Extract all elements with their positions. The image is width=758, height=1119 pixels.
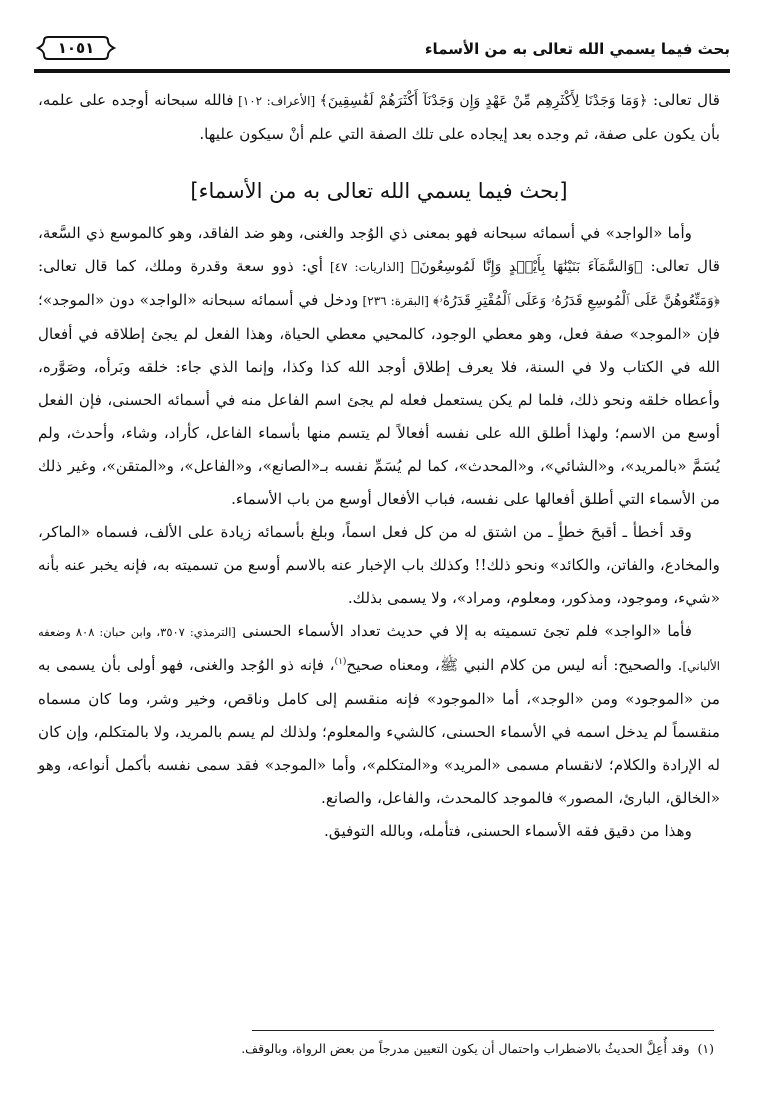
paragraph-5: وهذا من دقيق فقه الأسماء الحسنى، فتأمله، وبالله التوفيق.	[324, 822, 692, 840]
page-number: ١٠٥١	[57, 39, 95, 57]
paragraph-2	[38, 217, 720, 516]
main-text	[38, 84, 720, 848]
text-run: ودخل في أسمائه سبحانه «الواجد» دون «الموجد»؛ فإن «الموجد» صفة فعل، وهو معطي الوجود، كالمحيي معطي الحياة، وهذا الفعل لم يجئ إطلاقه في أفعال الله في الكتاب ولا في السنة، فلا يعرف إطلاق أوجد الله كذا وكذا، وإنما الذي جاء: خلقه وبَرأه، وصَوَّره، وأعطاه خلقه ونحو ذلك، فلما لم يكن يستعمل فعله لم يجئ اسم الفاعل منه في أسمائه الحسنى، فإن الفعل أوسع من الاسم؛ ولهذا أطلق الله على نفسه أفعالاً لم يتسم منها بأسماء الفاعل، كأراد، وشاء، وأحدث، ولم يُسَمَّ «بالمريد»، و«الشائي»، و«المحدث»، كما لم يُسَمِّ نفسه بـ«الصانع»، و«الفاعل»، و«المتقن»، وغير ذلك من الأسماء التي أطلق أفعالها على نفسه، فباب الأفعال أوسع من باب الأسماء.	[38, 291, 720, 508]
header-divider	[34, 69, 730, 73]
footnotes	[38, 1038, 714, 1060]
verse-reference: [الأعراف: ١٠٢]	[233, 94, 320, 108]
paragraph-4	[38, 615, 720, 815]
footnote-text: وقد أُعِلَّ الحديثُ بالاضطراب واحتمال أن يكون التعيين مدرجاً من بعض الرواة، وبالوقف.	[241, 1041, 690, 1056]
quran-verse: ﴿وَالسَّمَآءَ بَنَيْنَٰهَا بِأَيْي۟دٍ وَإِنَّا لَمُوسِعُونَ﴾	[410, 259, 643, 275]
paragraph-1	[38, 84, 720, 151]
verse-reference: [البقرة: ٢٣٦]	[358, 294, 434, 308]
text-run: . والصحيح: أنه ليس من كلام النبي ﷺ، ومعناه صحيح	[346, 656, 683, 674]
running-title: بحث فيما يسمي الله تعالى به من الأسماء	[424, 40, 730, 58]
running-header	[34, 36, 730, 66]
text-run: فأما «الواجد» فلم تجئ تسميته به إلا في حديث تعداد الأسماء الحسنى	[235, 622, 692, 640]
footnote-item	[38, 1038, 714, 1060]
page-number-frame	[34, 36, 118, 60]
hadith-citation: [الترمذي: ٣٥٠٧، وابن حبان: ٨٠٨ وضعفه الألباني]	[38, 625, 720, 673]
text-run: أي: ذوو سعة وقدرة وملك، كما قال تعالى:	[38, 257, 323, 275]
footnote-divider	[252, 1030, 714, 1031]
text-run: قال تعالى:	[647, 91, 721, 109]
text-run: وأما «الواجد» في أسمائه سبحانه فهو بمعنى ذي الوُجد والغنى، وهو ضد الفاقد، وهو كالموسع ذي السَّعة، قال تعالى:	[38, 224, 720, 275]
verse-reference: [الذاريات: ٤٧]	[323, 260, 411, 274]
quran-verse: ﴿وَمَتِّعُوهُنَّ عَلَى ٱلْمُوسِعِ قَدَرُهُۥ وَعَلَى ٱلْمُقْتِرِ قَدَرُهُۥ﴾	[433, 293, 721, 309]
quran-verse: ﴿وَمَا وَجَدْنَا لِأَكْثَرِهِم مِّنْ عَهْدٍ وَإِن وَجَدْنَآ أَكْثَرَهُمْ لَفَٰسِقِينَ﴾	[319, 93, 648, 109]
text-run: ، فإنه ذو الوُجد والغنى، فهو أولى بأن يسمى به من «الموجود» ومن «الوجد»، أما «الموجود» فإنه منقسم إلى كامل وناقص، وخير وشر، وما كان مسماه منقسماً لم يدخل اسمه في الأسماء الحسنى، كالشيء والمعلوم؛ ولذلك لم يسم بالمريد، ولا بالمتكلم، وإن كان له الإرادة والكلام؛ لانقسام مسمى «المريد» و«المتكلم»، وأما «الموجد» فقد سمى نفسه بأكمل أنواعه، وهو «الخالق، البارئ، المصور» فالموجد كالمحدث، والفاعل، والصانع.	[38, 656, 720, 807]
paragraph-3: وقد أخطأ ـ أقبحَ خطأٍ ـ من اشتق له من كل فعل اسماً، وبلغ بأسمائه زيادة على الألف، فسماه «الماكر، والمخادع، والفاتن، والكائد» ونحو ذلك!! وكذلك باب الإخبار عنه بالاسم أوسع من تسميته به، فإنه يخبر عنه بأنه «شيء، وموجود، ومذكور، ومعلوم، ومراد»، ولا يسمى بذلك.	[38, 523, 720, 607]
section-heading: [بحث فيما يسمي الله تعالى به من الأسماء]	[190, 179, 568, 203]
footnote-reference[interactable]: (١)	[334, 656, 347, 667]
footnote-marker: (١)	[697, 1041, 714, 1056]
text-run: فالله سبحانه أوجده على علمه، بأن يكون على صفة، ثم وجده بعد إيجاده على تلك الصفة التي علم أنْ سيكون عليها.	[38, 91, 720, 143]
